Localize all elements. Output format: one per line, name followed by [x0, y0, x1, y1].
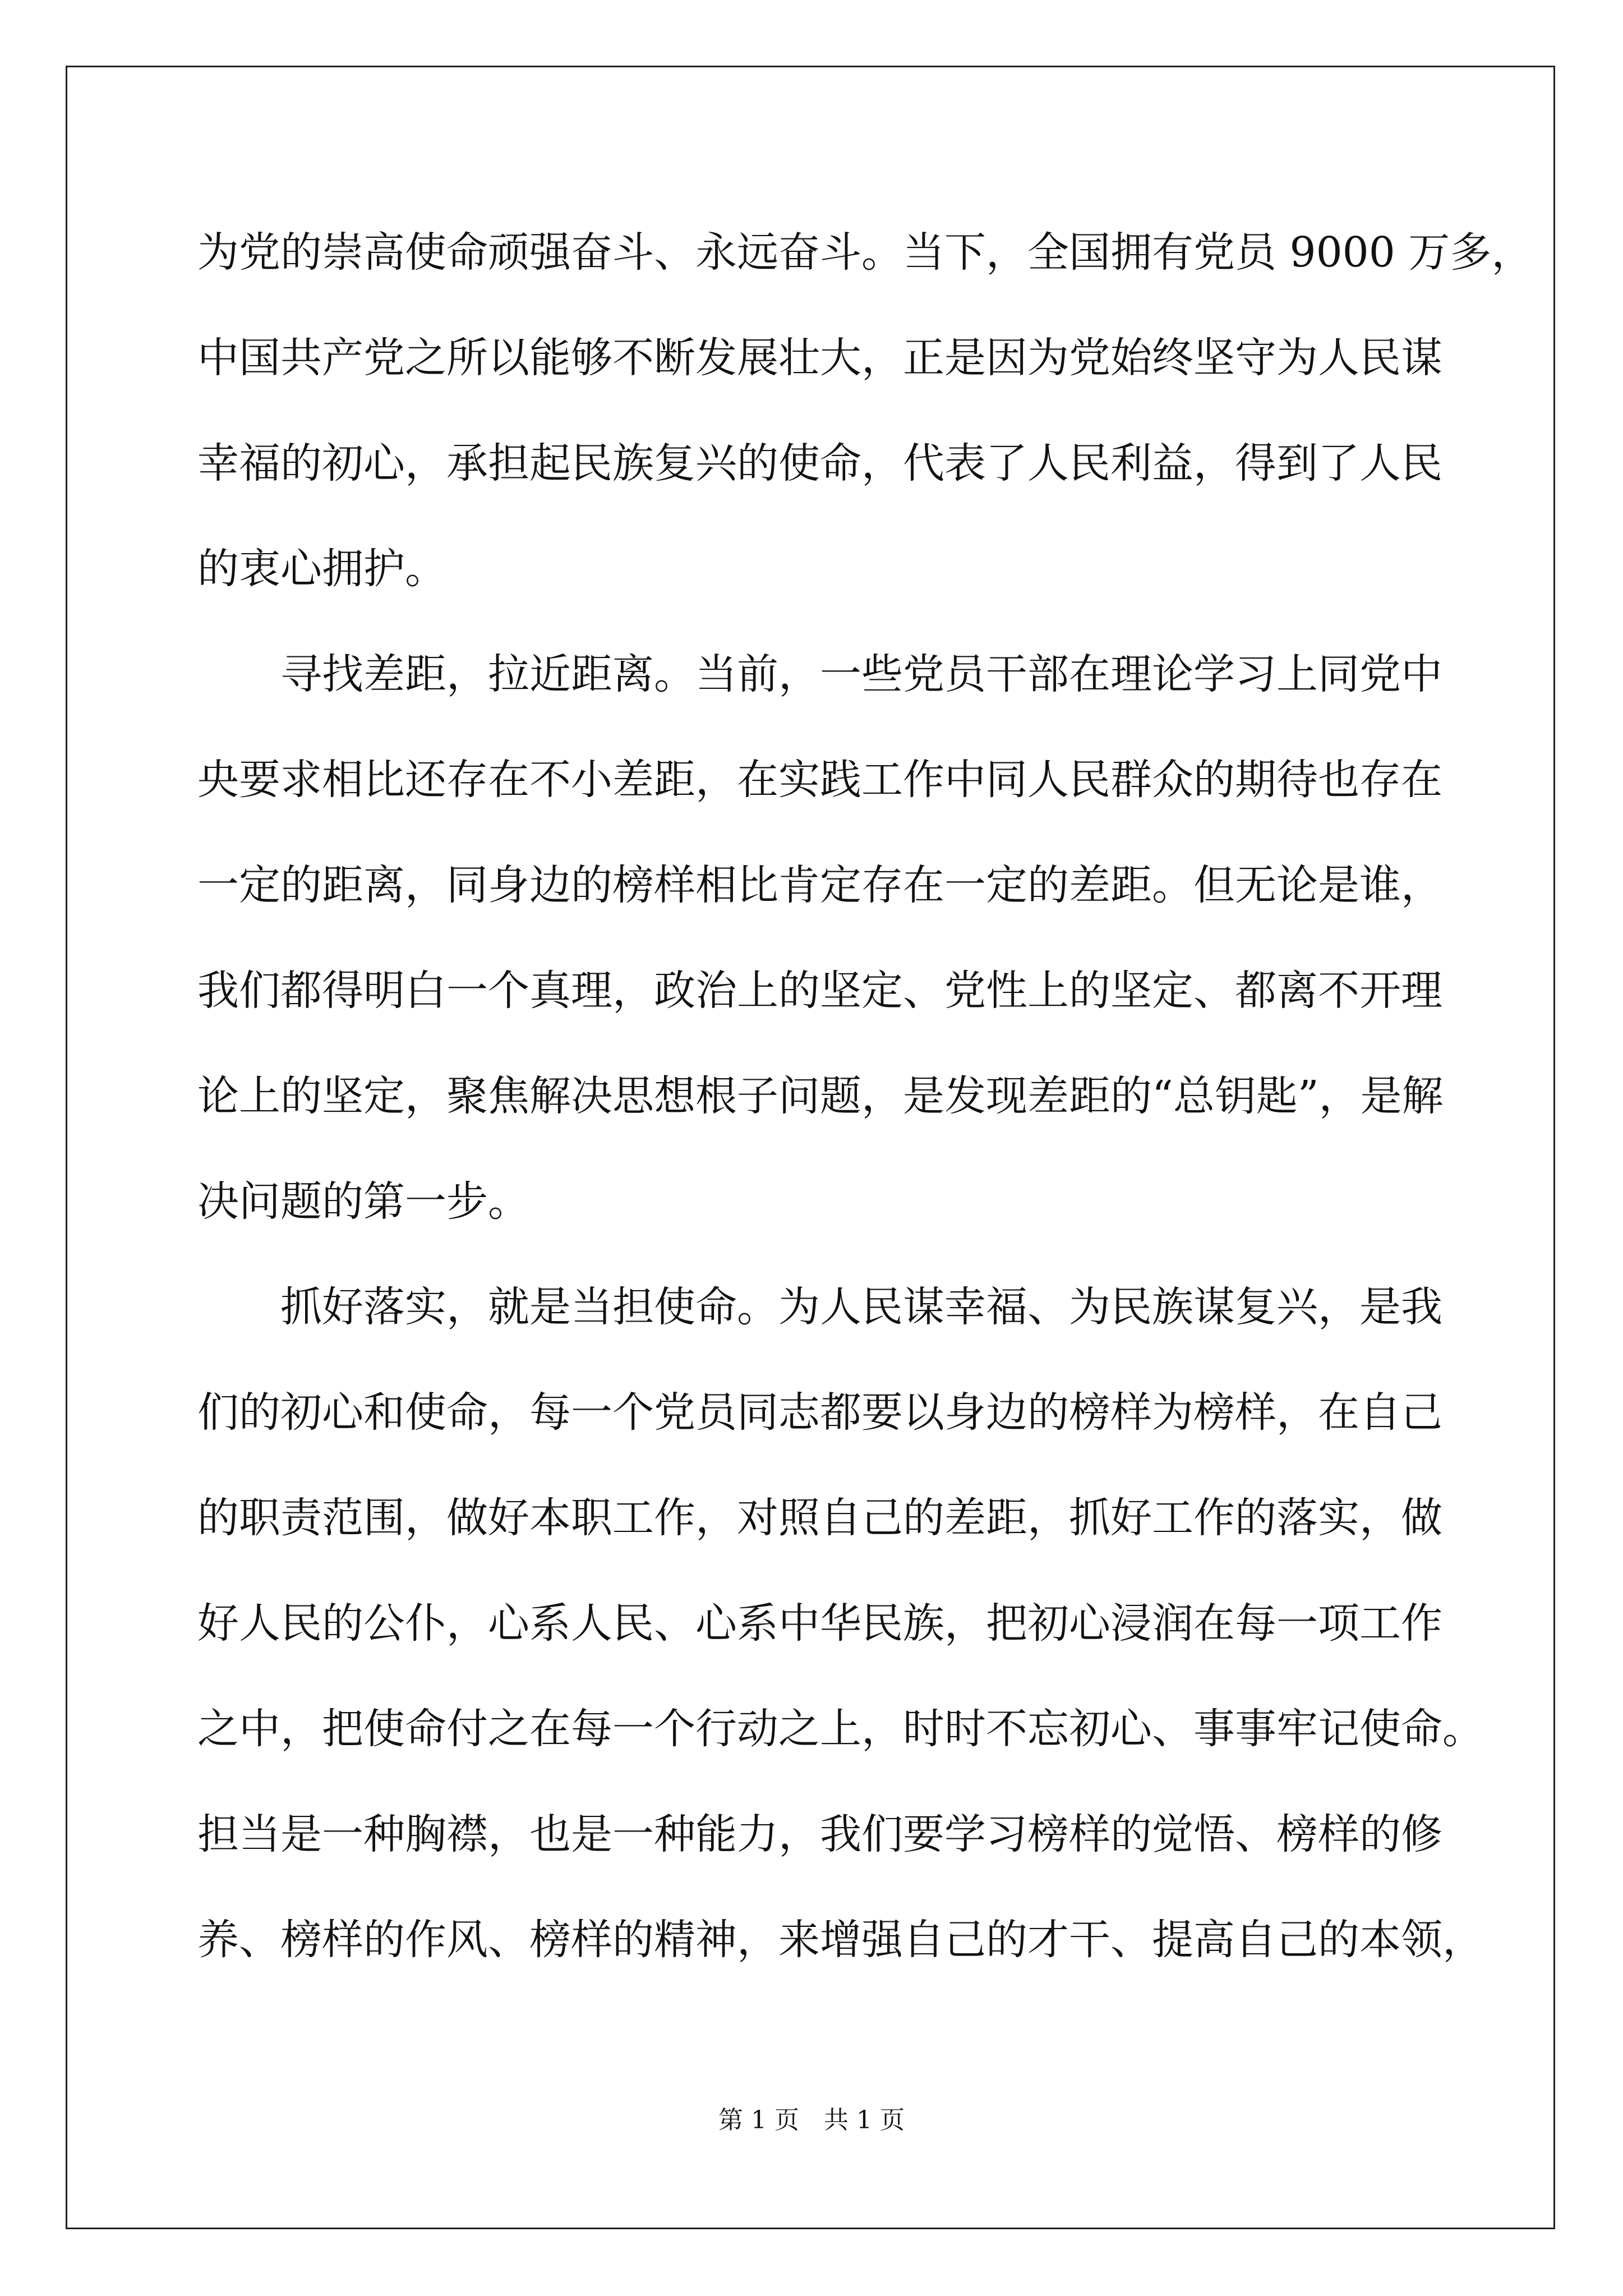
text-line: 的衷心拥护。 [197, 545, 446, 593]
text-line: 中国共产党之所以能够不断发展壮大，正是因为党始终坚守为人民谋 [197, 334, 1442, 382]
text-line: 养、榜样的作风、榜样的精神，来增强自己的才干、提高自己的本领， [197, 1916, 1484, 1964]
text-line: 的职责范围，做好本职工作，对照自己的差距，抓好工作的落实，做 [197, 1494, 1442, 1542]
text-line: 央要求相比还存在不小差距，在实践工作中同人民群众的期待也存在 [197, 756, 1442, 804]
text-line: 我们都得明白一个真理，政治上的坚定、党性上的坚定、都离不开理 [197, 967, 1442, 1015]
text-line: 寻找差距，拉近距离。当前，一些党员干部在理论学习上同党中 [197, 650, 1442, 698]
text-line: 为党的崇高使命顽强奋斗、永远奋斗。当下，全国拥有党员 9000 万多， [197, 228, 1533, 277]
text-line: 幸福的初心，承担起民族复兴的使命，代表了人民利益，得到了人民 [197, 439, 1442, 487]
page-number: 第 1 页 共 1 页 [718, 2106, 905, 2134]
text-line: 们的初心和使命，每一个党员同志都要以身边的榜样为榜样，在自己 [197, 1388, 1442, 1437]
text-line: 之中，把使命付之在每一个行动之上，时时不忘初心、事事牢记使命。 [197, 1705, 1484, 1753]
text-line: 论上的坚定，聚焦解决思想根子问题，是发现差距的“总钥匙”，是解 [197, 1072, 1444, 1120]
text-line: 抓好落实，就是当担使命。为人民谋幸福、为民族谋复兴，是我 [197, 1283, 1442, 1331]
text-line: 好人民的公仆，心系人民、心系中华民族，把初心浸润在每一项工作 [197, 1599, 1442, 1648]
text-line: 一定的距离，同身边的榜样相比肯定存在一定的差距。但无论是谁， [197, 861, 1442, 909]
text-line: 担当是一种胸襟，也是一种能力，我们要学习榜样的觉悟、榜样的修 [197, 1810, 1442, 1858]
text-line: 决问题的第一步。 [197, 1177, 529, 1226]
